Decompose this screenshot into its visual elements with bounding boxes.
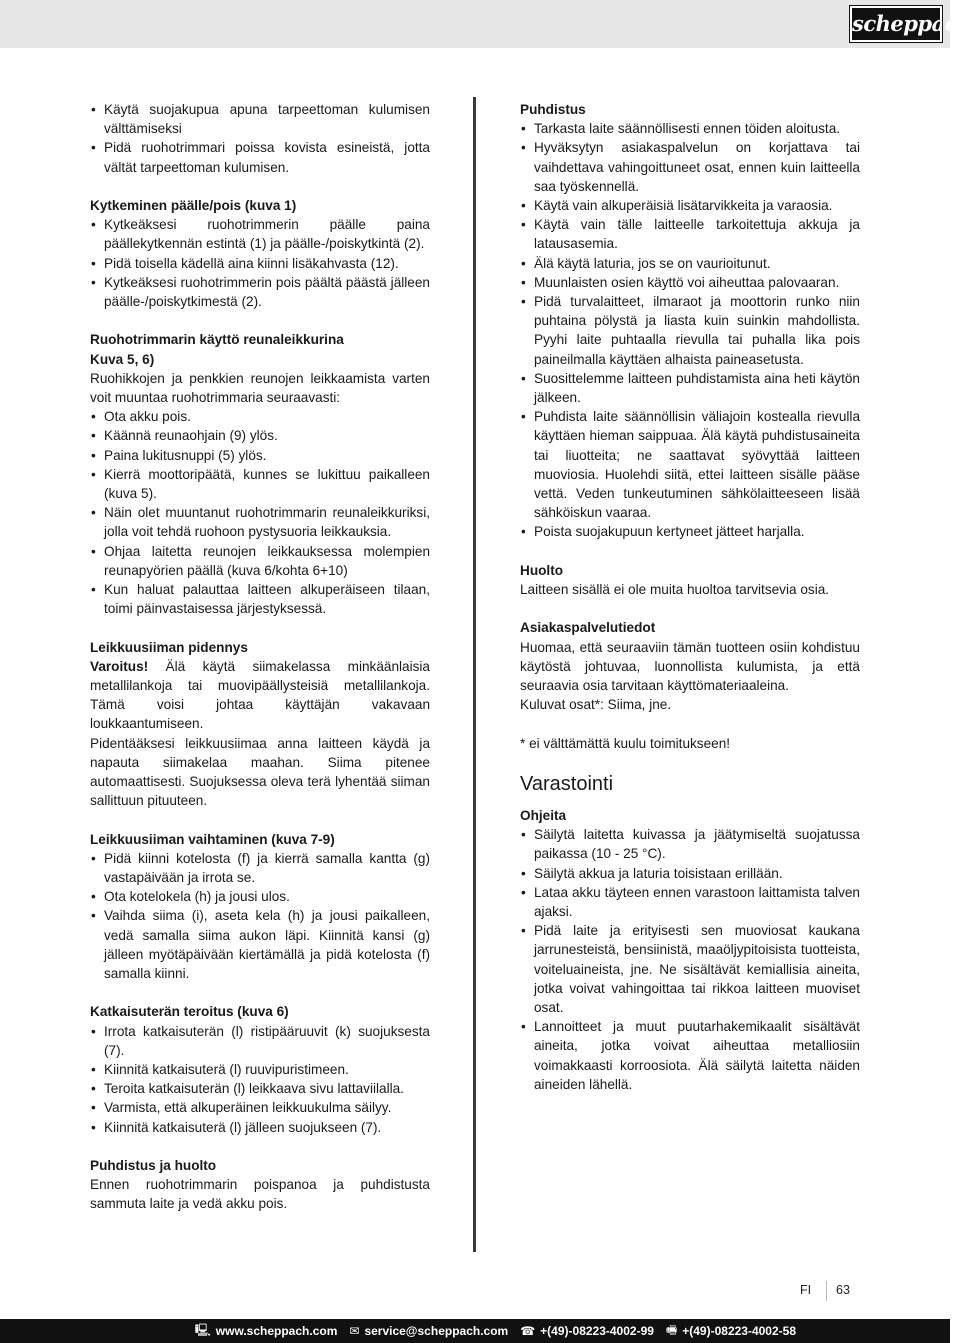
bullet-list xyxy=(90,407,430,618)
list-item: • Kiinnitä katkaisuterä (l) ruuvipuristimeen. xyxy=(90,1060,430,1079)
list-item: • Irrota katkaisuterän (l) ristipääruuvit (k) suojuksesta (7). xyxy=(90,1022,430,1060)
list-item: • Ohjaa laitetta reunojen leikkauksessa molempien reunapyörien päällä (kuva 6/kohta 6+10) xyxy=(90,542,430,580)
blade-sharpening-section xyxy=(90,1002,430,1136)
bullet-list xyxy=(90,849,430,983)
list-item: • Puhdista laite säännöllisin väliajoin kostealla rievulla käyttäen hieman saippuaa. Älä käytä puhdistusaineita tai liuotteita; ne saattavat syövyttää laitteen muoviosia. Huolehdi siitä, ettei laitteen sisälle pääse vettä. Veden tunkeutuminen sähkölaitteeseen lisää sähköiskun vaaraa. xyxy=(520,407,860,522)
section-paragraph: Ennen ruohotrimmarin poispanoa ja puhdistusta sammuta laite ja vedä akku pois. xyxy=(90,1177,430,1212)
list-item: • Pidä kiinni kotelosta (f) ja kierrä samalla kantta (g) vastapäivään ja irrota se. xyxy=(90,849,430,887)
footer-phone-text: +(49)-08223-4002-99 xyxy=(540,1324,654,1338)
footnote-section xyxy=(520,734,860,753)
list-item: • Hyväksytyn asiakaspalvelun on korjattava tai vaihdettava vahingoittuneet osat, ennen kuin laitteella saa työskennellä. xyxy=(520,138,860,196)
list-item: • Säilytä laitetta kuivassa ja jäätymiseltä suojatussa paikassa (10 - 25 °C). xyxy=(520,825,860,863)
right-column xyxy=(520,100,860,1094)
footer-phone xyxy=(520,1324,654,1338)
footer-bar xyxy=(0,1319,950,1343)
section-heading: Ohjeita xyxy=(520,808,567,824)
wear-parts: Kuluvat osat*: Siima, jne. xyxy=(520,697,672,713)
warning-paragraph xyxy=(90,657,430,734)
footer-website[interactable] xyxy=(195,1321,338,1342)
list-item: • Tarkasta laite säännöllisesti ennen töiden aloitusta. xyxy=(520,119,860,138)
computer-icon: 🖳 xyxy=(194,1322,211,1337)
intro-section xyxy=(90,100,430,177)
list-item: • Pidä toisella kädellä aina kiinni lisäkahvasta (12). xyxy=(90,254,430,273)
page-number: 63 xyxy=(836,1283,850,1297)
section-heading: Asiakaspalvelutiedot xyxy=(520,620,656,636)
cleaning-maintenance-section xyxy=(90,1156,430,1214)
section-heading: Leikkuusiiman pidennys xyxy=(90,639,248,655)
fax-icon: 🖷 xyxy=(665,1322,678,1337)
list-item: • Kytkeäksesi ruohotrimmerin pois päältä päästä jälleen päälle-/poiskytkimestä (2). xyxy=(90,273,430,311)
warning-label: Varoitus! xyxy=(90,658,149,674)
list-item: • Kytkeäksesi ruohotrimmerin päälle paina päällekytkennän estintä (1) ja päälle-/poiskytkintä (2). xyxy=(90,215,430,253)
section-heading: Puhdistus ja huolto xyxy=(90,1158,217,1174)
section-heading: Ruohotrimmarin käyttö reunaleikkurina xyxy=(90,332,344,348)
list-item: • Lataa akku täyteen ennen varastoon laittamista talven ajaksi. xyxy=(520,883,860,921)
bullet-list xyxy=(520,825,860,1094)
list-item: • Suosittelemme laitteen puhdistamista aina heti käytön jälkeen. xyxy=(520,369,860,407)
section-paragraph: Pidentääksesi leikkuusiimaa anna laitteen käydä ja napauta siimakelaa maahan. Siima pitenee automaattisesti. Suojuksessa oleva terä lyhentää siiman sallittuun pituuteen. xyxy=(90,735,430,809)
bullet-list xyxy=(520,119,860,541)
page-number-separator xyxy=(826,1281,827,1301)
line-extension-section xyxy=(90,638,430,811)
list-item: • Ota akku pois. xyxy=(90,407,430,426)
bullet-list xyxy=(90,100,430,177)
mail-icon: ✉ xyxy=(349,1324,360,1338)
bullet-list xyxy=(90,215,430,311)
edge-trimmer-section xyxy=(90,330,430,618)
header-band xyxy=(0,0,972,48)
list-item: • Teroita katkaisuterän (l) leikkaava sivu lattaviilalla. xyxy=(90,1079,430,1098)
line-replacement-section xyxy=(90,830,430,984)
list-item: • Vaihda siima (i), aseta kela (h) ja jousi paikalleen, vedä samalla siima aukon läpi. Kiinnitä kansi (g) jälleen myötäpäivään kiertämällä ja pidä kotelosta (f) samalla kiinni. xyxy=(90,906,430,983)
section-heading: Leikkuusiiman vaihtaminen (kuva 7-9) xyxy=(90,831,335,847)
footer-website-text: www.scheppach.com xyxy=(215,1324,338,1338)
storage-section xyxy=(520,772,860,1094)
switch-section xyxy=(90,196,430,311)
footer-fax-text: +(49)-08223-4002-58 xyxy=(682,1324,796,1338)
footer-email[interactable] xyxy=(349,1324,508,1338)
phone-icon: ☎ xyxy=(520,1324,536,1338)
section-subheading: Kuva 5, 6) xyxy=(90,351,155,367)
left-column xyxy=(90,100,430,1214)
list-item: • Pidä turvalaitteet, ilmaraot ja moottorin runko niin puhtaina pölystä ja liasta kuin suinkin mahdollista. Pyyhi laite puhtaalla rievulla tai puhalla lika pois paineilmalla käyttäen alhaista paineasetusta. xyxy=(520,292,860,369)
column-divider xyxy=(473,97,476,1252)
list-item: • Varmista, että alkuperäinen leikkuukulma säilyy. xyxy=(90,1098,430,1117)
list-item: • Paina lukitusnuppi (5) ylös. xyxy=(90,446,430,465)
list-item: • Näin olet muuntanut ruohotrimmarin reunaleikkuriksi, jolla voit tehdä ruohoon pystysuoria leikkauksia. xyxy=(90,503,430,541)
language-code: FI xyxy=(800,1283,812,1297)
maintenance-section xyxy=(520,561,860,599)
scheppach-logo: scheppach xyxy=(850,6,942,42)
section-heading: Kytkeminen päälle/pois (kuva 1) xyxy=(90,198,297,213)
section-title: Varastointi xyxy=(520,773,614,796)
list-item: • Pidä laite ja erityisesti sen muoviosat kaukana jarrunesteistä, bensiinistä, maaöljypitoisista tuotteista, voiteluaineista, jne. Ne sisältävät kemiallisia aineita, jotka voivat vahingoittaa tai rikkoa laitteen muoviset osat. xyxy=(520,921,860,1017)
list-item: • Lannoitteet ja muut puutarhakemikaalit sisältävät aineita, jotka voivat aiheuttaa metalliosiin voimakkaasti korroosiota. Älä säilytä laitetta näiden aineiden lähellä. xyxy=(520,1017,860,1094)
section-intro: Ruohikkojen ja penkkien reunojen leikkaamista varten voit muuntaa ruohotrimmaria seuraavasti: xyxy=(90,370,430,406)
section-paragraph: Huomaa, että seuraaviin tämän tuotteen osiin kohdistuu käytöstä johtuvaa, luonnollista kulumista, ja että seuraavia osia tarvitaan käyttömateriaaleina. xyxy=(520,639,860,694)
section-heading: Katkaisuterän teroitus (kuva 6) xyxy=(90,1004,289,1020)
customer-service-section xyxy=(520,618,860,714)
list-item: • Ota kotelokela (h) ja jousi ulos. xyxy=(90,887,430,906)
footer-fax xyxy=(666,1321,796,1342)
list-item: • Käytä vain alkuperäisiä lisätarvikkeita ja varaosia. xyxy=(520,196,860,215)
list-item: • Älä käytä laturia, jos se on vaurioitunut. xyxy=(520,254,860,273)
section-heading: Puhdistus xyxy=(520,102,586,117)
section-paragraph: Laitteen sisällä ei ole muita huoltoa tarvitsevia osia. xyxy=(520,582,830,598)
warning-text: Älä käytä siimakelassa minkäänlaisia metallilankoja tai muovipäällysteisiä metallilankoja. Tämä voisi johtaa käyttäjän vakavaan loukkaantumiseen. xyxy=(90,658,430,732)
list-item: • Pidä ruohotrimmari poissa kovista esineistä, jotta vältät tarpeettoman kulumisen. xyxy=(90,138,430,176)
list-item: • Kun haluat palauttaa laitteen alkuperäiseen tilaan, toimi päinvastaisessa järjestyksessä. xyxy=(90,580,430,618)
list-item: • Käännä reunaohjain (9) ylös. xyxy=(90,426,430,445)
cleaning-section xyxy=(520,100,860,542)
list-item: • Säilytä akkua ja laturia toisistaan erillään. xyxy=(520,864,860,883)
footnote: * ei välttämättä kuulu toimitukseen! xyxy=(520,735,731,751)
section-heading: Huolto xyxy=(520,562,564,578)
bullet-list xyxy=(90,1022,430,1137)
list-item: • Kiinnitä katkaisuterä (l) jälleen suojukseen (7). xyxy=(90,1118,430,1137)
list-item: • Käytä suojakupua apuna tarpeettoman kulumisen välttämiseksi xyxy=(90,100,430,138)
list-item: • Poista suojakupuun kertyneet jätteet harjalla. xyxy=(520,522,860,541)
list-item: • Kierrä moottoripäätä, kunnes se lukittuu paikalleen (kuva 5). xyxy=(90,465,430,503)
footer-email-text: service@scheppach.com xyxy=(364,1324,509,1338)
list-item: • Käytä vain tälle laitteelle tarkoitettuja akkuja ja latausasemia. xyxy=(520,215,860,253)
list-item: • Muunlaisten osien käyttö voi aiheuttaa palovaaran. xyxy=(520,273,860,292)
